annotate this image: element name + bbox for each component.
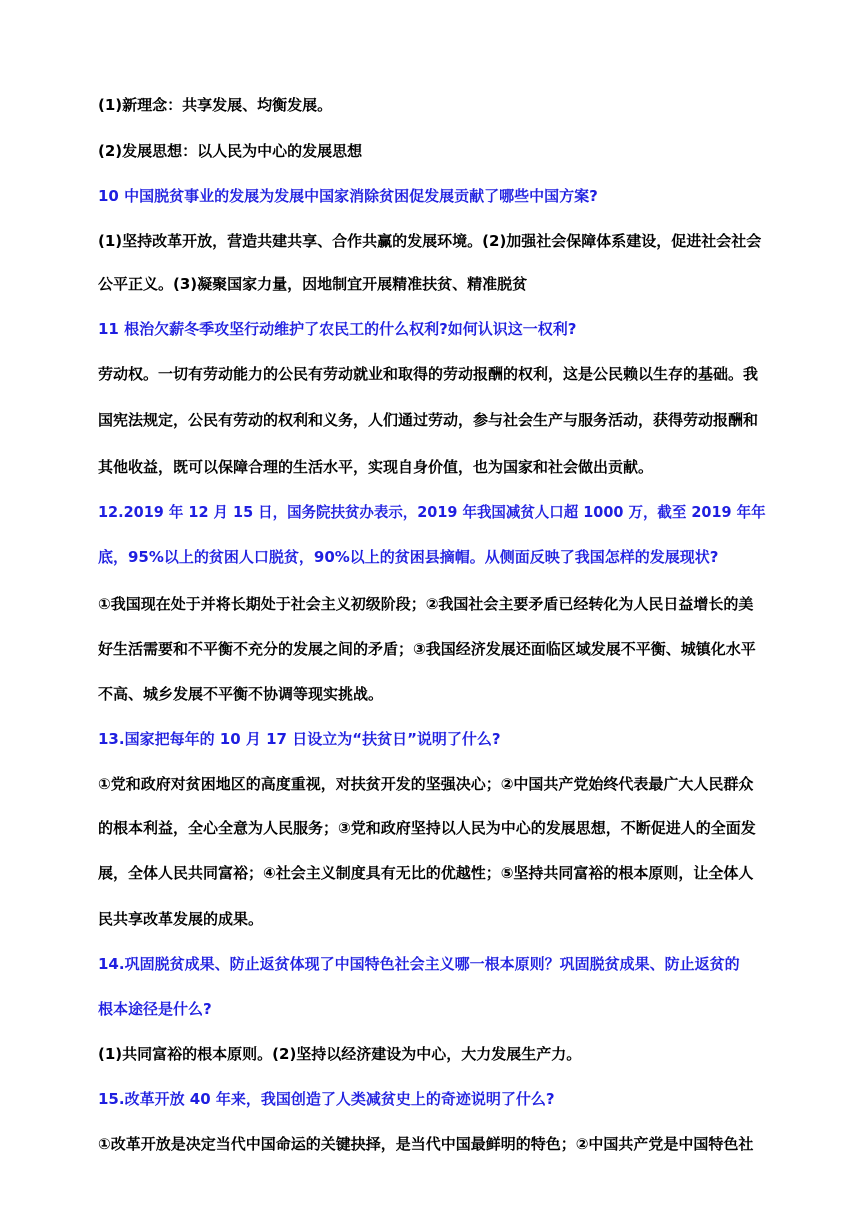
answer-line: 其他收益，既可以保障合理的生活水平，实现自身价值，也为国家和社会做出贡献。	[98, 458, 654, 476]
answer-line: ①改革开放是决定当代中国命运的关键抉择，是当代中国最鲜明的特色；②中国共产党是中国特色社	[98, 1135, 754, 1153]
answer-line: (1)坚持改革开放，营造共建共享、合作共赢的发展环境。(2)加强社会保障体系建设，促进社会社会	[98, 232, 762, 250]
answer-line: 好生活需要和不平衡不充分的发展之间的矛盾；③我国经济发展还面临区域发展不平衡、城镇化水平	[98, 640, 756, 658]
answer-line: ①我国现在处于并将长期处于社会主义初级阶段；②我国社会主要矛盾已经转化为人民日益增长的美	[98, 595, 754, 613]
answer-line: 不高、城乡发展不平衡不协调等现实挑战。	[98, 685, 384, 703]
question-line: 13.国家把每年的 10 月 17 日设立为“扶贫日”说明了什么?	[98, 730, 501, 748]
answer-line: 公平正义。(3)凝聚国家力量，因地制宜开展精准扶贫、精准脱贫	[98, 275, 528, 293]
answer-line: 民共享改革发展的成果。	[98, 910, 264, 928]
question-line: 11 根治欠薪冬季攻坚行动维护了农民工的什么权利?如何认识这一权利?	[98, 320, 577, 338]
answer-line: ①党和政府对贫困地区的高度重视，对扶贫开发的坚强决心；②中国共产党始终代表最广大人民群众	[98, 775, 754, 793]
answer-line: 劳动权。一切有劳动能力的公民有劳动就业和取得的劳动报酬的权利，这是公民赖以生存的基础。我	[98, 365, 759, 383]
question-line: 10 中国脱贫事业的发展为发展中国家消除贫困促发展贡献了哪些中国方案?	[98, 187, 598, 205]
answer-line: (2)发展思想：以人民为中心的发展思想	[98, 142, 363, 160]
question-line: 15.改革开放 40 年来，我国创造了人类减贫史上的奇迹说明了什么?	[98, 1090, 555, 1108]
answer-line: (1)共同富裕的根本原则。(2)坚持以经济建设为中心，大力发展生产力。	[98, 1045, 582, 1063]
question-line: 根本途径是什么?	[98, 1000, 212, 1018]
answer-line: (1)新理念：共享发展、均衡发展。	[98, 96, 333, 114]
question-line: 12.2019 年 12 月 15 日，国务院扶贫办表示，2019 年我国减贫人口超 1000 万，截至 2019 年年	[98, 503, 766, 521]
question-line: 底，95%以上的贫困人口脱贫，90%以上的贫困县摘帽。从侧面反映了我国怎样的发展现状?	[98, 548, 719, 566]
answer-line: 展，全体人民共同富裕；④社会主义制度具有无比的优越性；⑤坚持共同富裕的根本原则，让全体人	[98, 864, 754, 882]
question-line: 14.巩固脱贫成果、防止返贫体现了中国特色社会主义哪一根本原则？巩固脱贫成果、防止返贫的	[98, 955, 740, 973]
answer-line: 国宪法规定，公民有劳动的权利和义务，人们通过劳动，参与社会生产与服务活动，获得劳动报酬和	[98, 411, 759, 429]
answer-line: 的根本利益，全心全意为人民服务；③党和政府坚持以人民为中心的发展思想，不断促进人的全面发	[98, 819, 756, 837]
